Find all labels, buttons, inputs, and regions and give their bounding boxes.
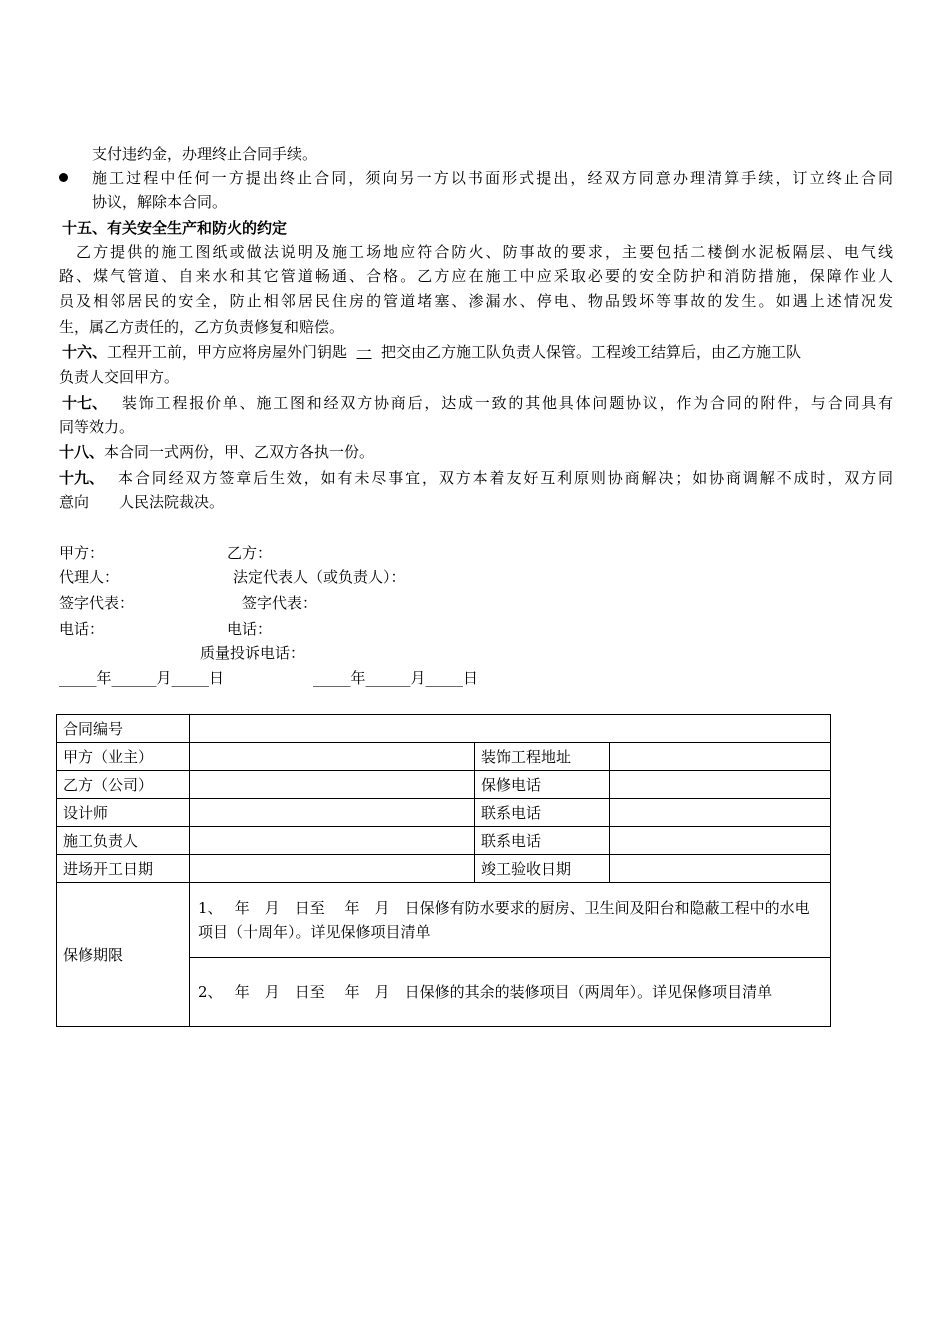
clause18-label: 十八、 [59,443,105,461]
value-site-manager [190,827,475,855]
label-contact-phone-2: 联系电话 [475,827,610,855]
table-row [57,883,831,958]
sign-complaint-phone: 质量投诉电话： [200,644,306,662]
warranty-term-2: 2、 年 月 日至 年 月 日保修的其余的装修项目（两周年）。详见保修项目清单 [190,958,831,1027]
clause15-line2: 路、煤气管道、自来水和其它管道畅通、合格。乙方应在施工中应采取必要的安全防护和消防措施，保障作业人 [59,267,893,285]
clause19-label: 十九、 [59,469,105,487]
table-row [57,771,831,799]
value-contact-phone-2 [610,827,831,855]
clause16-key-blank: 一 [356,343,372,361]
sign-date-b: _____年______月_____日 [313,669,479,687]
clause14-tail: 支付违约金，办理终止合同手续。 [92,145,318,163]
table-row [57,827,831,855]
value-contract-no [190,715,831,743]
value-start-date [190,855,475,883]
clause15-title: 十五、有关安全生产和防火的约定 [62,219,288,237]
clause17-label: 十七、 [62,394,108,412]
clause16-label: 十六、 [62,343,108,361]
clause15-line1: 乙方提供的施工图纸或做法说明及施工场地应符合防火、防事故的要求，主要包括二楼倒水泥板隔层、电气线 [76,243,893,261]
clause19-text-a: 意向 [59,493,90,511]
sign-date-a: _____年______月_____日 [59,669,225,687]
clause14-bullet-line1: 施工过程中任何一方提出终止合同，须向另一方以书面形式提出，经双方同意办理清算手续，订立终止合同 [92,169,893,187]
clause19-line1: 本合同经双方签章后生效，如有未尽事宜，双方本着友好互利原则协商解决；如协商调解不成时，双方同 [118,469,893,487]
table-row [57,799,831,827]
label-warranty-period: 保修期限 [57,883,190,1027]
label-contract-no: 合同编号 [57,715,190,743]
bullet-icon [59,173,68,182]
label-completion-date: 竣工验收日期 [475,855,610,883]
label-start-date: 进场开工日期 [57,855,190,883]
label-project-address: 装饰工程地址 [475,743,610,771]
sign-agent: 代理人： [59,568,120,586]
clause19-line2 [59,491,224,513]
value-designer [190,799,475,827]
clause16-line2: 负责人交回甲方。 [59,368,180,386]
contract-info-table [56,714,831,1027]
value-project-address [610,743,831,771]
clause15-line4: 生，属乙方责任的，乙方负责修复和赔偿。 [59,318,345,336]
label-site-manager: 施工负责人 [57,827,190,855]
clause18-text: 本合同一式两份，甲、乙双方各执一份。 [104,443,375,461]
clause17-line1: 装饰工程报价单、施工图和经双方协商后，达成一致的其他具体问题协议，作为合同的附件，与合同具有 [122,394,893,412]
label-party-a: 甲方（业主） [57,743,190,771]
clause14-bullet-line2: 协议，解除本合同。 [92,193,228,211]
sign-party-a: 甲方： [59,544,105,562]
clause17-line2: 同等效力。 [59,418,135,436]
label-party-b: 乙方（公司） [57,771,190,799]
clause19-text-b: 人民法院裁决。 [119,493,225,511]
clause15-line3: 员及相邻居民的安全，防止相邻居民住房的管道堵塞、渗漏水、停电、物品毁坏等事故的发生。如遇上述情况发 [59,292,893,310]
table-row [57,855,831,883]
clause16-text-b: 把交由乙方施工队负责人保管。工程竣工结算后，由乙方施工队 [381,343,802,361]
label-contact-phone-1: 联系电话 [475,799,610,827]
value-completion-date [610,855,831,883]
clause16-line1 [62,341,801,363]
sign-rep-a: 签字代表： [59,594,135,612]
clause18 [59,441,374,463]
table-row [57,743,831,771]
clause16-text-a: 工程开工前，甲方应将房屋外门钥匙 [107,343,348,361]
label-designer: 设计师 [57,799,190,827]
value-warranty-phone [610,771,831,799]
sign-party-b: 乙方： [227,544,273,562]
sign-phone-a: 电话： [59,620,105,638]
value-party-a [190,743,475,771]
sign-legal-rep: 法定代表人（或负责人）： [233,568,406,586]
warranty-term-1: 1、 年 月 日至 年 月 日保修有防水要求的厨房、卫生间及阳台和隐蔽工程中的水电项目（十周年）。详见保修项目清单 [190,883,831,958]
sign-rep-b: 签字代表： [242,594,318,612]
table-row [57,715,831,743]
label-warranty-phone: 保修电话 [475,771,610,799]
value-contact-phone-1 [610,799,831,827]
value-party-b [190,771,475,799]
sign-phone-b: 电话： [227,620,273,638]
